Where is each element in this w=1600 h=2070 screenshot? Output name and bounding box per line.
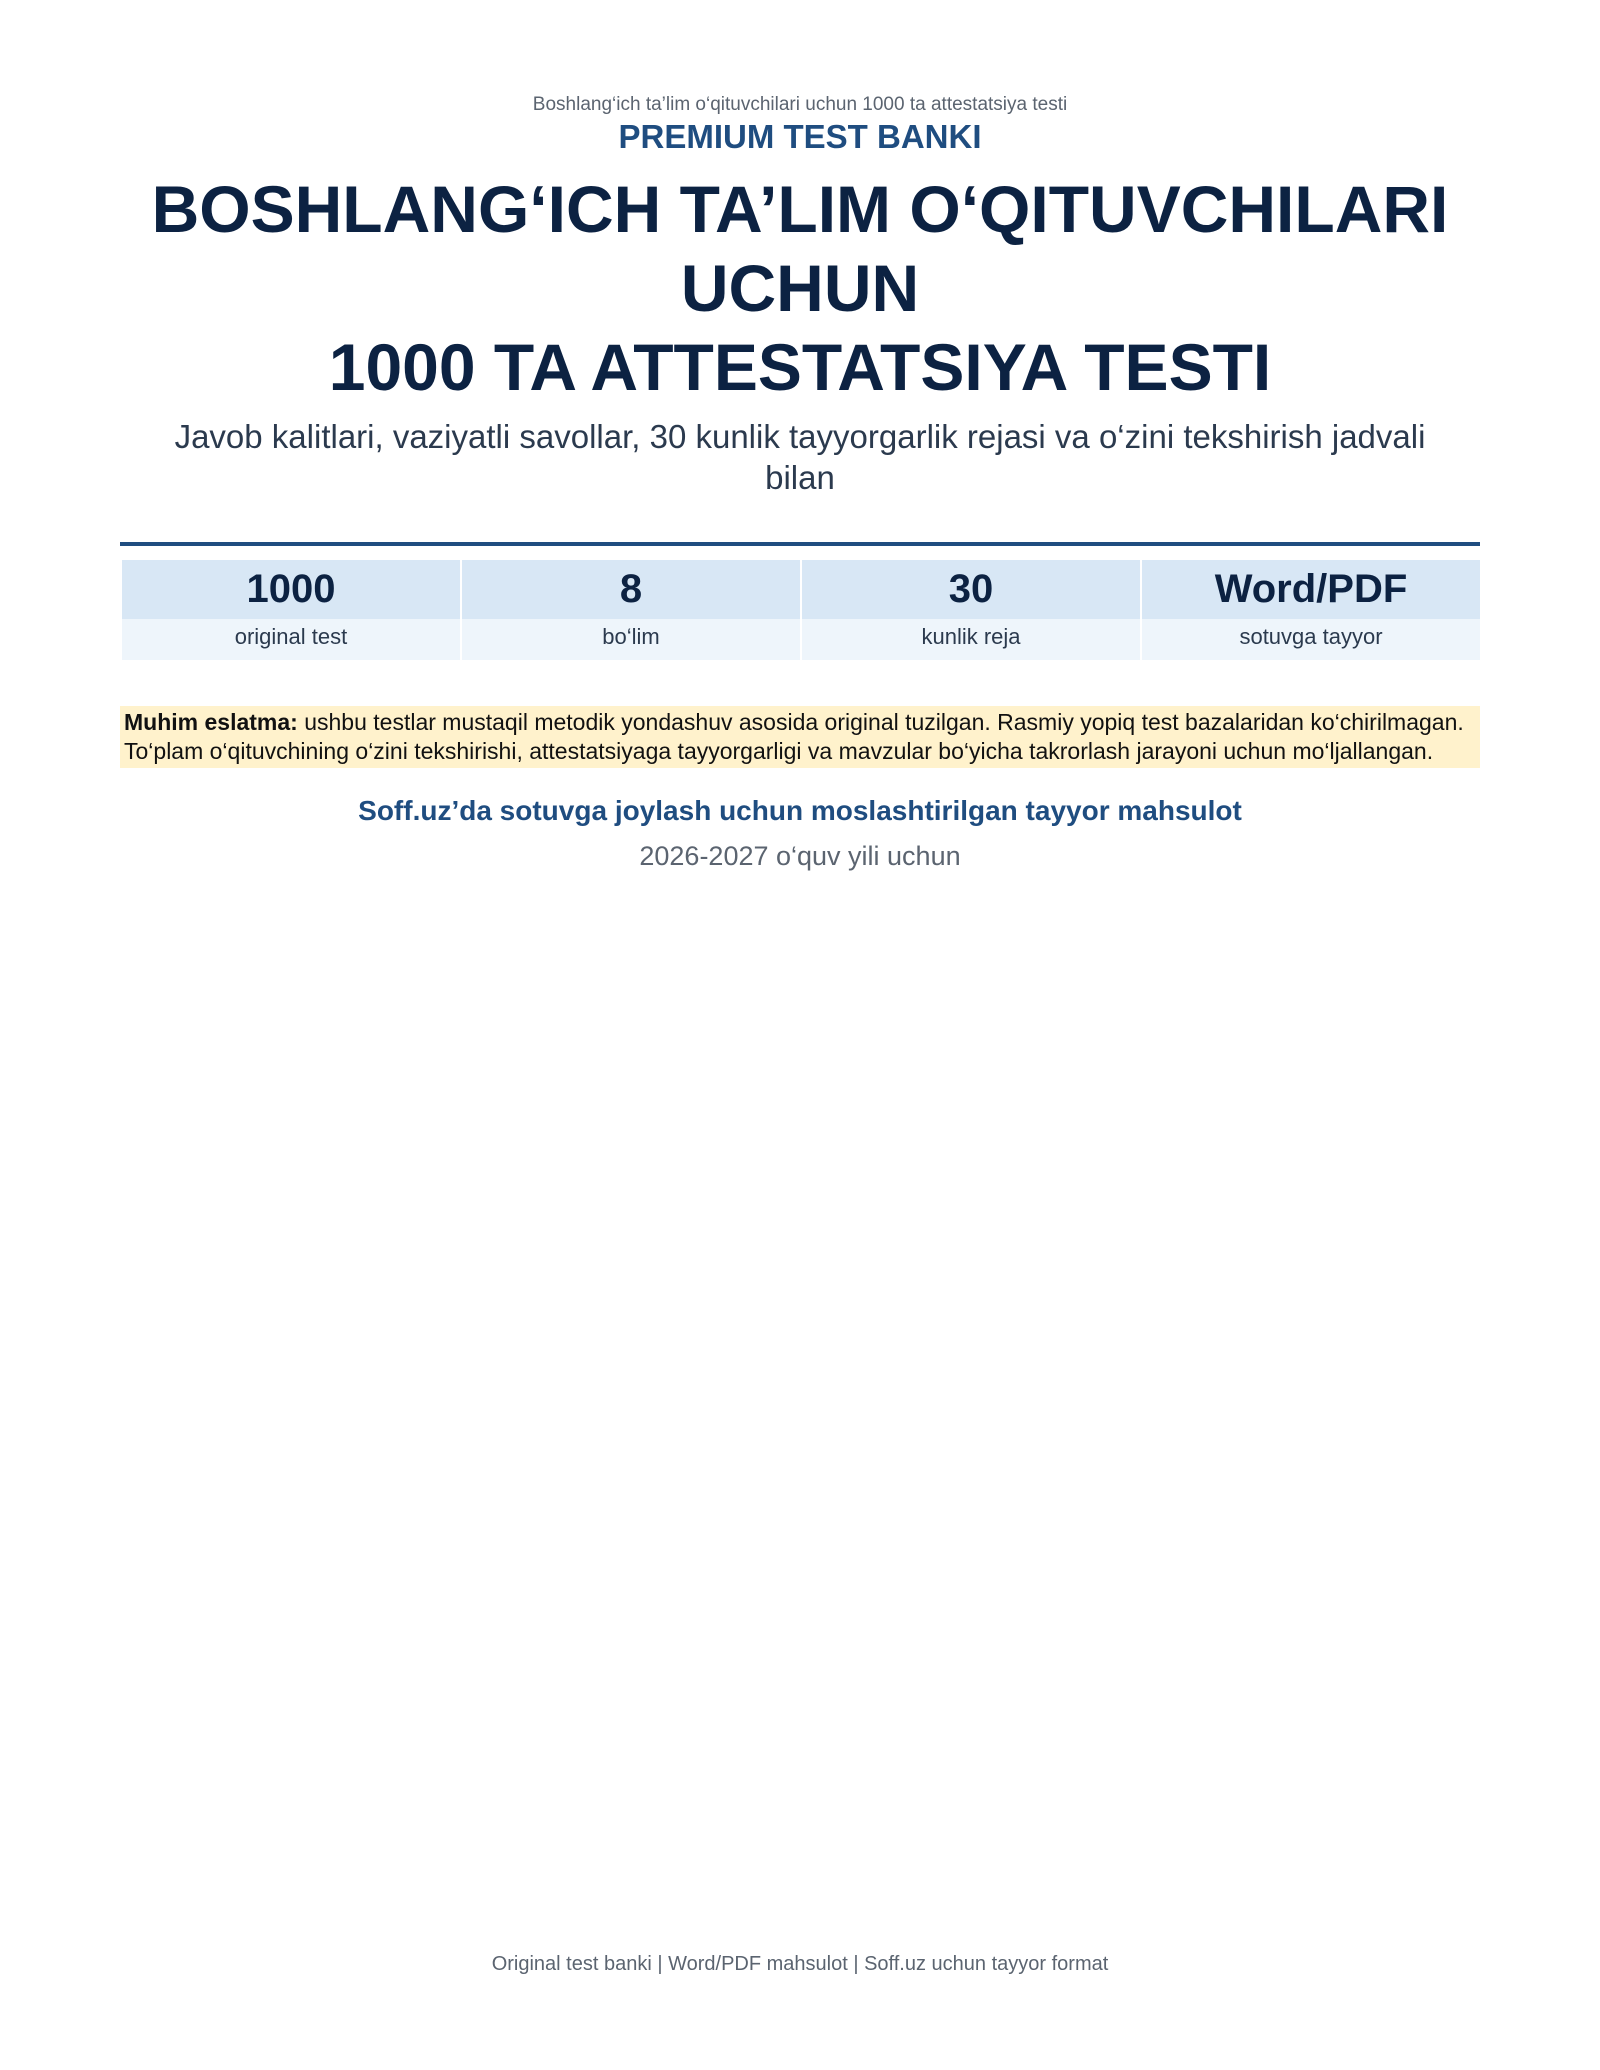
title-line-2: UCHUN [680, 251, 920, 325]
stat-value: 1000 [122, 560, 460, 619]
important-note [120, 706, 1480, 768]
note-text: ushbu testlar mustaqil metodik yondashuv asosida original tuzilgan. Rasmiy yopiq test bazalaridan ko‘chirilmagan. To‘plam o‘qituvchining o‘zini tekshirishi, attestatsiyaga tayyorgarligi va mavzular bo‘yicha takrorlash jarayoni uchun mo‘ljallangan. [124, 709, 1464, 764]
stat-label-cell [122, 619, 460, 660]
stat-label: bo‘lim [602, 623, 660, 649]
title-line-3: 1000 TA ATTESTATSIYA TESTI [328, 330, 1272, 404]
cta-text: Soff.uz’da sotuvga joylash uchun moslashtirilgan tayyor mahsulot [358, 795, 1242, 826]
stat-label: original test [234, 623, 348, 649]
page-title [120, 170, 1480, 407]
stat-label: kunlik reja [921, 623, 1021, 649]
title-line-1: BOSHLANG‘ICH TA’LIM O‘QITUVCHILARI [151, 172, 1449, 246]
stat-label-cell [1142, 619, 1480, 660]
stats-values-row [122, 560, 1480, 619]
stat-label-cell [802, 619, 1140, 660]
brand-label: PREMIUM TEST BANKI [618, 118, 982, 155]
subtitle: Javob kalitlari, vaziyatli savollar, 30 kunlik tayyorgarlik rejasi va o‘zini tekshirish jadvali bilan [174, 418, 1426, 496]
academic-year: 2026-2027 o‘quv yili uchun [639, 841, 961, 871]
stat-label-cell [462, 619, 800, 660]
stats-table [120, 560, 1482, 660]
note-label: Muhim eslatma: [124, 709, 298, 735]
stat-label: sotuvga tayyor [1239, 623, 1383, 649]
stat-value: 30 [802, 560, 1140, 619]
stat-value: 8 [462, 560, 800, 619]
divider [120, 542, 1480, 546]
stat-value: Word/PDF [1142, 560, 1480, 619]
page-footer: Original test banki | Word/PDF mahsulot | Soff.uz uchun tayyor format [491, 1953, 1109, 1975]
running-header: Boshlang‘ich ta’lim o‘qituvchilari uchun 1000 ta attestatsiya testi [532, 94, 1068, 115]
stats-labels-row [122, 619, 1480, 660]
